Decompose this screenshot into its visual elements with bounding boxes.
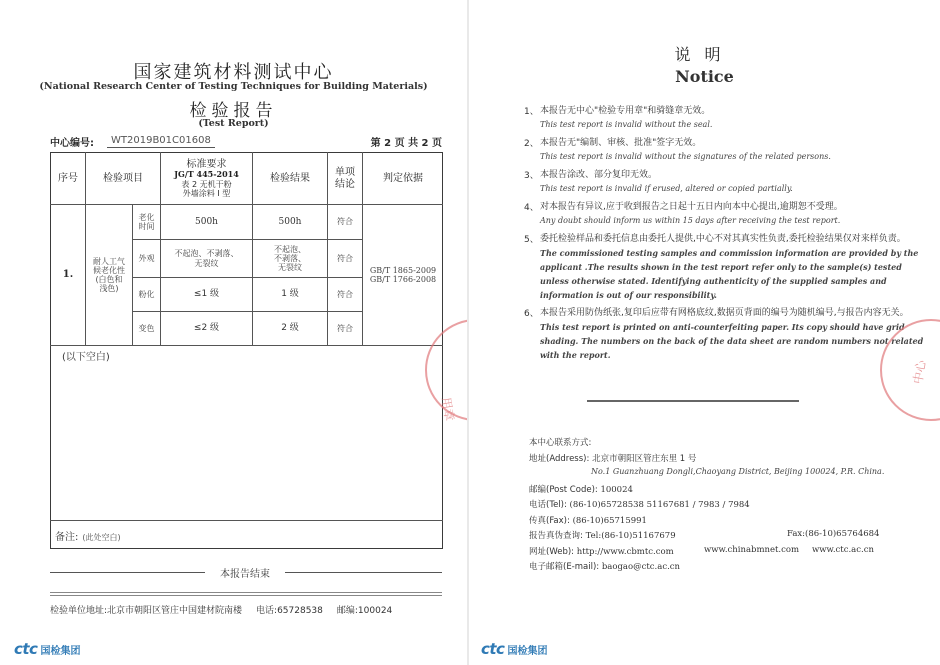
remark-label: 备注: [55, 532, 79, 543]
tel-value: (86-10)65728538 51167681 / 7983 / 7984 [569, 500, 750, 510]
remark [55, 528, 121, 543]
postcode-value: 100024 [600, 485, 633, 495]
contact-web [529, 545, 674, 557]
contact-heading: 本中心联系方式: [529, 438, 592, 448]
ctc-logo [14, 640, 80, 658]
row-basis: GB/T 1865-2009 GB/T 1766-2008 [369, 265, 437, 284]
center-subtitle: (National Research Center of Testing Techniques for Building Materials) [39, 81, 428, 92]
sub-item-name: 变色 [138, 323, 155, 333]
notice-text-cn: 本报告无中心"检验专用章"和骑缝章无效。 [540, 106, 711, 116]
notice-item [524, 168, 924, 196]
seal-stamp-left [418, 315, 467, 425]
report-meta [50, 134, 442, 150]
web-link-3[interactable]: www.ctc.ac.cn [812, 545, 874, 555]
notice-text-en: Any doubt should inform us within 15 days after receiving the test report. [540, 216, 841, 225]
sub-item-name: 粉化 [138, 289, 155, 299]
sub-item-requirement: ≤2 级 [193, 323, 220, 334]
seal-stamp-right [879, 315, 940, 425]
notice-text-en: This test report is invalid without the seal. [540, 120, 713, 129]
address-cn: 北京市朝阳区管庄东里 1 号 [592, 454, 697, 464]
header-req-type: 外墙涂料 I 型 [182, 188, 231, 198]
seal-text-left: 用章 [438, 396, 457, 423]
notice-number: 6、 [524, 309, 539, 319]
notice-item [524, 136, 924, 164]
footer-phone: 电话:65728538 [256, 606, 323, 616]
header-requirement [161, 153, 252, 204]
header-item: 检验项目 [103, 172, 143, 184]
sub-item-result: 2 级 [281, 323, 299, 334]
notice-title-cn: 说明 [674, 45, 735, 64]
footer-info [50, 603, 445, 616]
web-link-2[interactable]: www.chinabmnet.com [704, 545, 800, 555]
notice-text-cn: 委托检验样品和委托信息由委托人提供,中心不对其真实性负责,委托检验结果仅对来样负责。 [540, 234, 906, 244]
end-rule-left [50, 572, 205, 573]
tel-label: 电话(Tel): [529, 500, 567, 510]
sub-item-conclusion: 符合 [337, 323, 353, 333]
sub-item-result: 不起泡、 不剥落、 无裂纹 [274, 244, 306, 273]
contact-query [529, 529, 676, 541]
notice-text-en: The commissioned testing samples and commission information are provided by the applicant .The results shown in the test report refer only to the sample(s) tested unless otherwise stated. Identifying authenticity of the supplied samples and information is out of our responsibility. [540, 248, 919, 300]
notice-item [524, 306, 924, 362]
contact-rule [587, 400, 799, 402]
address-label: 地址(Address): [529, 454, 590, 464]
sub-item-name: 外观 [138, 253, 155, 263]
contact-email [529, 560, 680, 572]
notice-item [524, 104, 924, 132]
notice-page [469, 0, 940, 665]
blank-below-note: (以下空白) [62, 352, 110, 363]
sub-item-requirement: 不起泡、不剥落、 无裂纹 [174, 249, 239, 268]
web-label: 网址(Web): [529, 547, 575, 557]
ctc-logo [481, 640, 547, 658]
email-value[interactable]: baogao@ctc.ac.cn [601, 562, 681, 572]
notice-item [524, 200, 924, 228]
sub-item-conclusion: 符合 [337, 217, 353, 227]
notice-number: 5、 [524, 235, 539, 245]
address-en: No.1 Guanzhuang Dongli,Chaoyang District, Beijing 100024, P.R. China. [591, 467, 885, 476]
row-item: 耐人工气 候老化性 (白色和 浅色) [93, 256, 125, 294]
notice-number: 2、 [524, 139, 539, 149]
remark-value: (此处空白) [82, 533, 121, 542]
sub-item-requirement: ≤1 级 [193, 289, 220, 300]
notice-number: 1、 [524, 107, 539, 117]
sub-item-conclusion: 符合 [337, 253, 353, 263]
contact-tel [529, 498, 750, 510]
ctc-logo-mark: ctc [481, 640, 505, 658]
center-title: 国家建筑材料测试中心 [133, 62, 334, 83]
notice-text-en: This test report is invalid without the signatures of the related persons. [540, 152, 831, 161]
notice-list [524, 104, 924, 366]
remark-rule [50, 520, 443, 521]
header-basis: 判定依据 [383, 172, 423, 184]
header-req-standard: JG/T 445-2014 [174, 169, 239, 180]
sub-item-requirement: 500h [195, 216, 218, 227]
footer-rule [50, 595, 442, 596]
notice-text-en: This test report is invalid if erused, altered or copied partially. [540, 184, 793, 193]
end-rule-right [285, 572, 442, 573]
sub-item-conclusion: 符合 [337, 289, 353, 299]
notice-number: 3、 [524, 171, 539, 181]
notice-text-cn: 本报告涂改、部分复印无效。 [540, 170, 658, 180]
table-body-rule [50, 345, 443, 346]
header-req-title: 标准要求 [186, 158, 227, 170]
page-info: 第 2 页 共 2 页 [370, 138, 442, 149]
sub-item-result: 1 级 [281, 289, 299, 300]
contact-address [529, 452, 696, 464]
ctc-logo-mark: ctc [14, 640, 38, 658]
contact-fax [529, 514, 647, 526]
notice-text-cn: 本报告无"编制、审核、批准"签字无效。 [540, 138, 702, 148]
fax-value: (86-10)65715991 [572, 516, 647, 526]
email-label: 电子邮箱(E-mail): [529, 562, 600, 572]
report-subtitle: (Test Report) [198, 118, 269, 129]
header-seq: 序号 [58, 172, 78, 184]
notice-text-en: This test report is printed on anti-counterfeiting paper. Its copy should have grid shading. The numbers on the back of the data sheet are random numbers not related with the report. [540, 322, 924, 360]
header-conclusion: 单项 结论 [335, 167, 355, 190]
fax-label: 传真(Fax): [529, 516, 570, 526]
ctc-logo-text: 国检集团 [507, 645, 548, 657]
report-number: WT2019B01C01608 [107, 134, 215, 148]
notice-item [524, 232, 924, 302]
notice-number: 4、 [524, 203, 539, 213]
contact-postcode [529, 483, 633, 495]
notice-title-en: Notice [675, 67, 734, 86]
sub-item-name: 老化 时间 [138, 212, 155, 231]
query-fax: Fax:(86-10)65764684 [787, 529, 880, 539]
sub-item-result: 500h [278, 216, 302, 227]
notice-text-cn: 对本报告有异议,应于收到报告之日起十五日内向本中心提出,逾期恕不受理。 [540, 202, 843, 212]
report-page [0, 0, 467, 665]
postcode-label: 邮编(Post Code): [529, 485, 598, 495]
report-end: 本报告结束 [220, 569, 270, 580]
footer-postcode: 邮编:100024 [336, 606, 393, 616]
header-result: 检验结果 [270, 172, 310, 184]
report-number-label: 中心编号: [50, 138, 94, 149]
query-tel: Tel:(86-10)51167679 [585, 531, 676, 541]
web-link-1[interactable]: http://www.cbmtc.com [576, 547, 674, 557]
header-req-table: 表 2 无机干粉 [181, 179, 232, 189]
ctc-logo-text: 国检集团 [40, 645, 81, 657]
report-title: 检验报告 [189, 101, 278, 121]
notice-text-cn: 本报告采用防伪纸张,复印后应带有网格底纹,数据页背面的编号为随机编号,与报告内容无关。 [540, 308, 909, 318]
footer-rule [50, 592, 442, 593]
seal-text-right: 中心 [910, 359, 929, 386]
query-label: 报告真伪查询: [529, 531, 583, 541]
footer-address: 检验单位地址:北京市朝阳区管庄中国建材院南楼 [50, 606, 243, 616]
row-seq: 1. [62, 269, 74, 281]
